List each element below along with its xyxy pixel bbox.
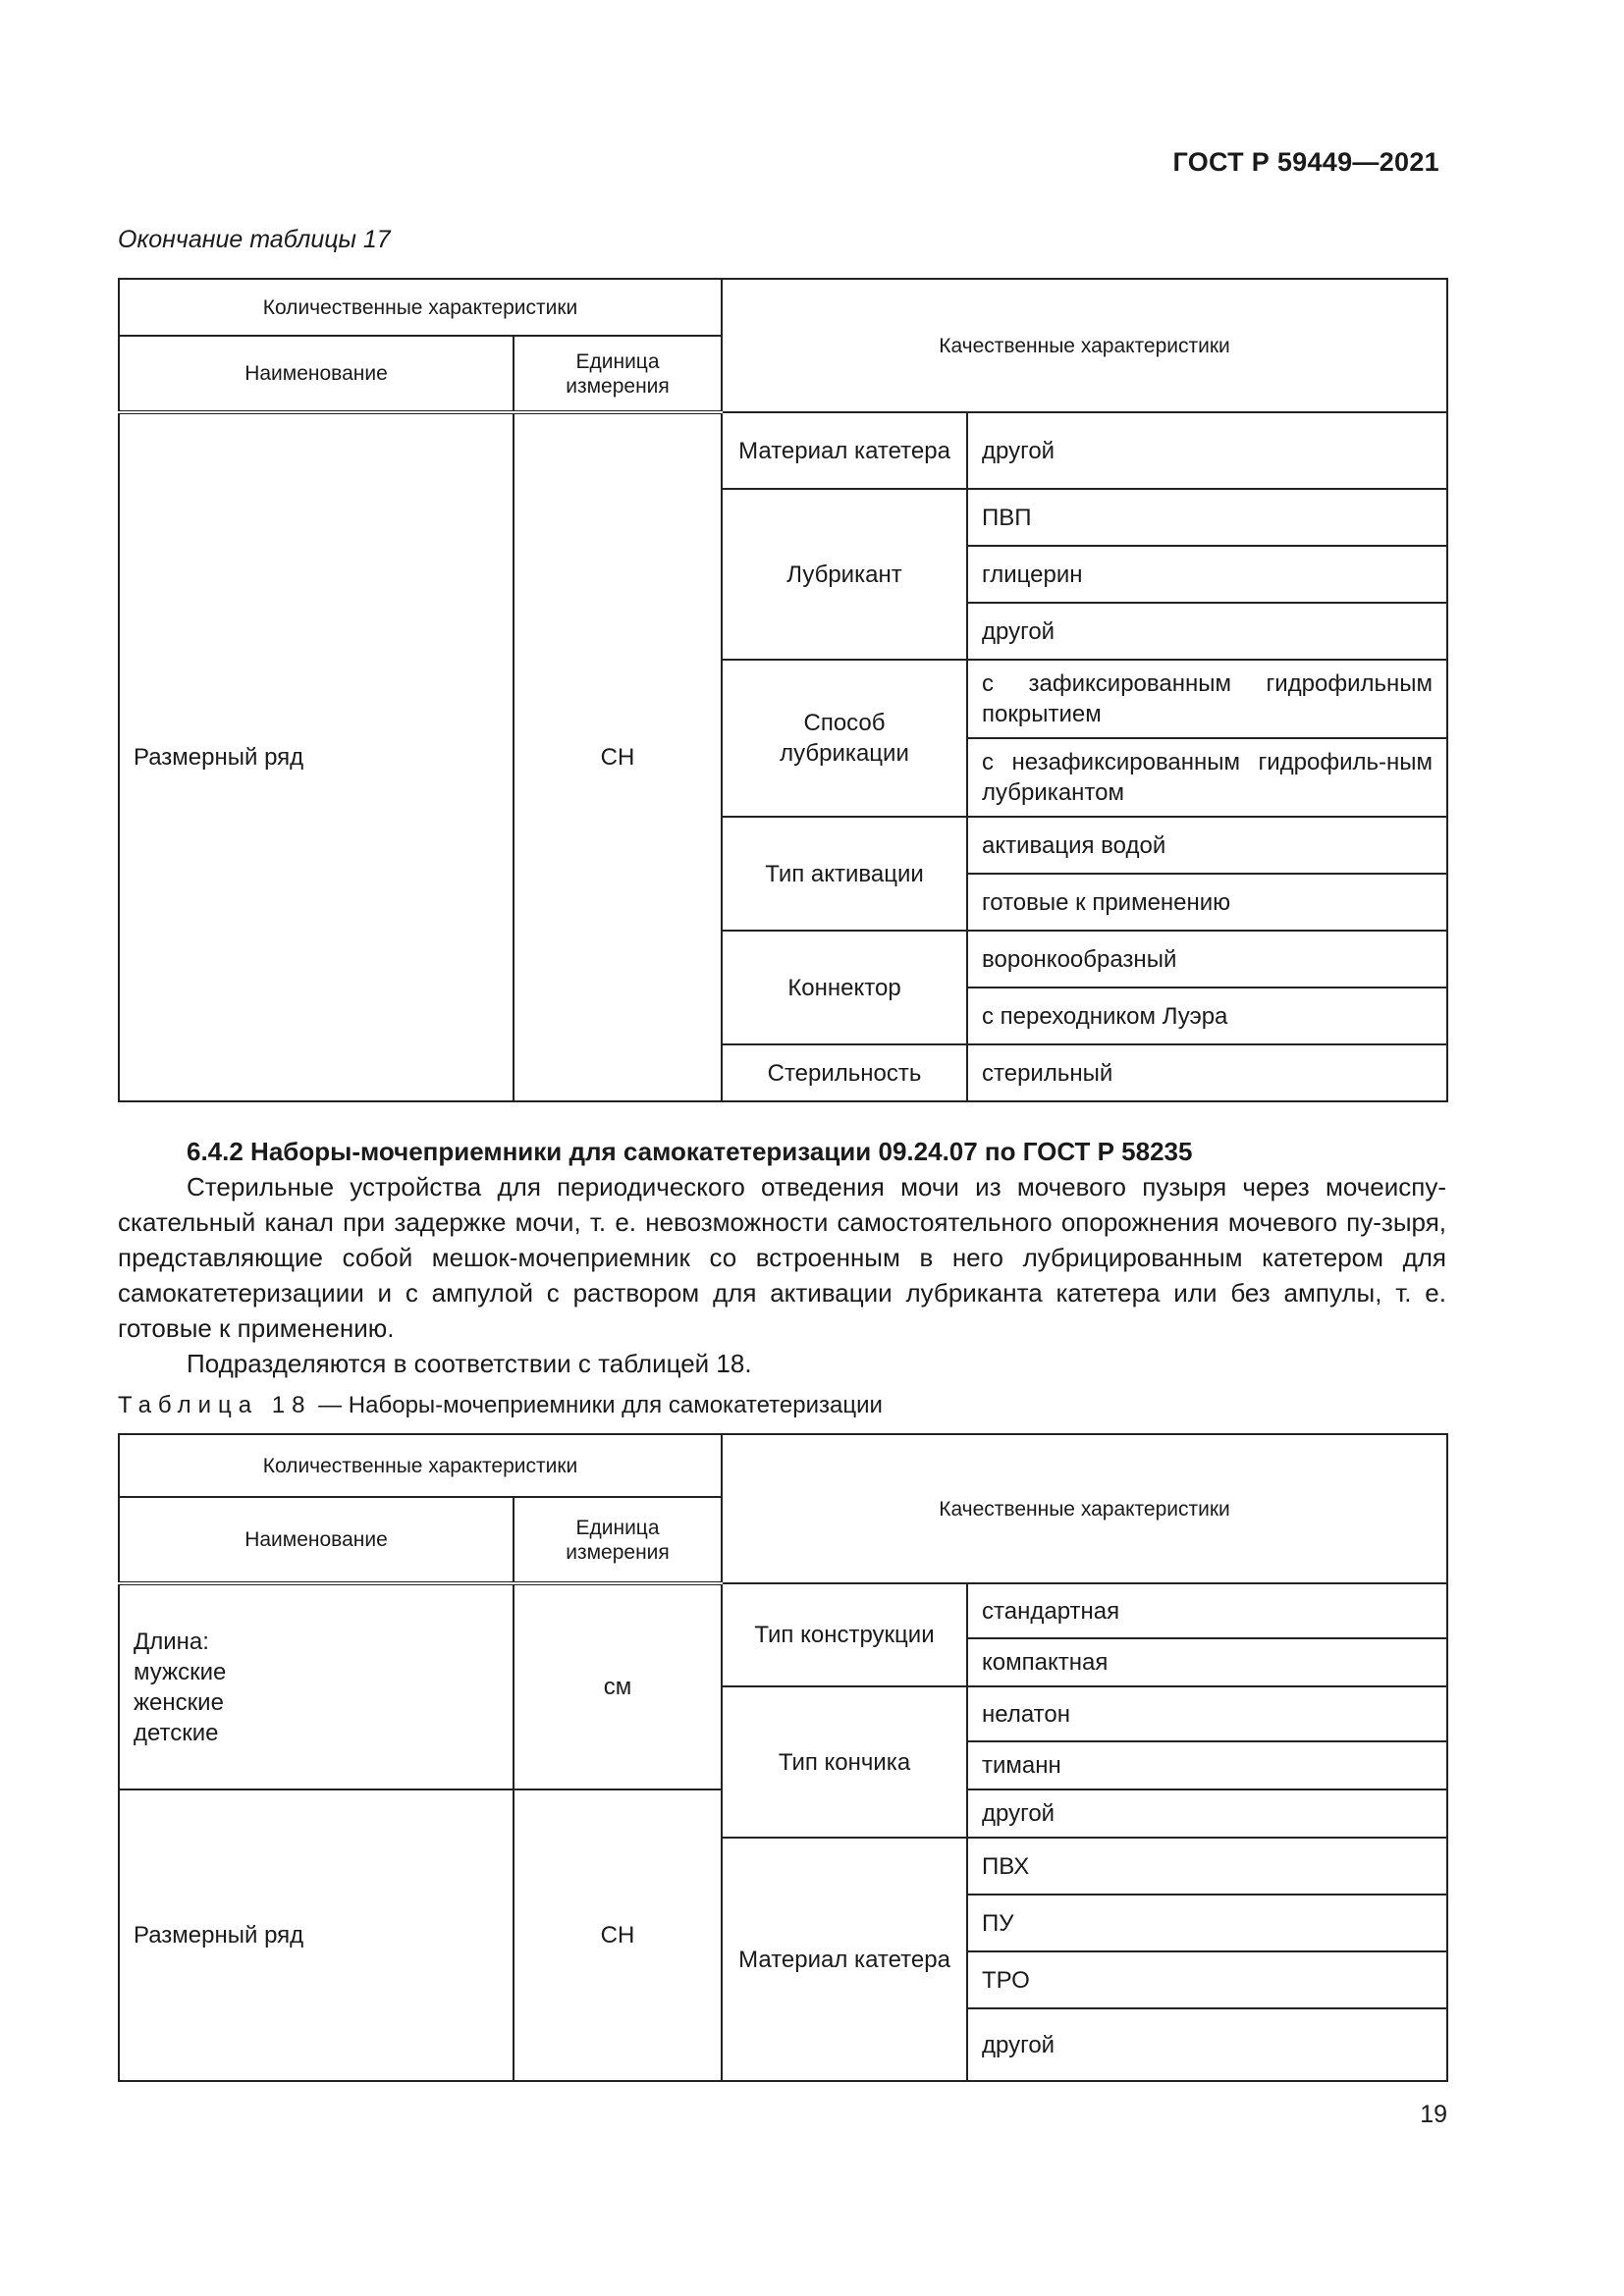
group-value: другой [967, 1789, 1447, 1838]
group-value: другой [967, 412, 1447, 489]
group-label: Коннектор [722, 931, 967, 1044]
document-id: ГОСТ Р 59449—2021 [1172, 147, 1439, 177]
group-value: стерильный [967, 1044, 1447, 1101]
header-unit: Единица измерения [514, 336, 722, 412]
group-value: нелатон [967, 1686, 1447, 1741]
group-value: стандартная [967, 1583, 1447, 1638]
row-name-line: детские [134, 1719, 219, 1746]
section-title: 6.4.2 Наборы-мочеприемники для самокатетеризации 09.24.07 по ГОСТ Р 58235 [187, 1137, 1193, 1166]
group-value: готовые к применению [967, 874, 1447, 931]
group-value: с переходником Луэра [967, 988, 1447, 1044]
group-label: Стерильность [722, 1044, 967, 1101]
group-value: компактная [967, 1638, 1447, 1686]
row-name-line: женские [134, 1688, 224, 1716]
table-17-caption: Окончание таблицы 17 [118, 226, 391, 253]
header-name: Наименование [119, 336, 514, 412]
row-name: Размерный ряд [119, 1789, 514, 2081]
group-value: тиманн [967, 1741, 1447, 1789]
group-value: ТРО [967, 1951, 1447, 2008]
section-paragraph: Стерильные устройства для периодического отведения мочи из мочевого пузыря через мочеиспу-скательный канал при задержке мочи, т. е. невозможности самостоятельного опорожнения мочевого пу-зыря, представляющие собой мешок-мочеприемник со встроенным в него лубрицированным катетером для самокатетеризациии и с ампулой с раствором для активации лубриканта катетера или без ампулы, т. е. готовые к применению. [118, 1172, 1446, 1343]
group-value: с незафиксированным гидрофиль-ным лубрикантом [967, 738, 1447, 817]
group-value: ПУ [967, 1895, 1447, 1951]
group-label: Материал катетера [722, 412, 967, 489]
row-name-line: мужские [134, 1658, 227, 1685]
group-value: воронкообразный [967, 931, 1447, 988]
row-name-line: Длина: [134, 1628, 209, 1655]
section-6-4-2 [118, 1134, 1446, 1381]
group-value: ПВХ [967, 1838, 1447, 1895]
group-value: ПВП [967, 489, 1447, 546]
group-value: с зафиксированным гидрофильным покрытием [967, 660, 1447, 738]
table-18 [118, 1433, 1448, 2082]
header-qualitative: Качественные характеристики [722, 1434, 1447, 1583]
table-18-caption-text: — Наборы-мочеприемники для самокатетеризации [318, 1392, 883, 1418]
header-quantitative: Количественные характеристики [119, 1434, 722, 1497]
group-label: Тип конструкции [722, 1583, 967, 1686]
table-18-caption-prefix: Таблица 18 [118, 1392, 312, 1418]
header-qualitative: Качественные характеристики [722, 279, 1447, 412]
table-17 [118, 278, 1448, 1102]
group-value: другой [967, 2008, 1447, 2081]
group-label: Тип активации [722, 817, 967, 931]
group-label: Лубрикант [722, 489, 967, 660]
section-paragraph: Подразделяются в соответствии с таблицей 18. [187, 1349, 752, 1378]
page-number: 19 [1420, 2101, 1447, 2128]
row-name: Размерный ряд [119, 412, 514, 1101]
header-name: Наименование [119, 1497, 514, 1583]
group-value: активация водой [967, 817, 1447, 874]
row-unit: см [514, 1583, 722, 1789]
group-label: Тип кончика [722, 1686, 967, 1838]
table-18-caption [118, 1392, 883, 1419]
group-value: глицерин [967, 546, 1447, 603]
group-label: Материал катетера [722, 1838, 967, 2081]
row-unit: СН [514, 412, 722, 1101]
header-unit: Единица измерения [514, 1497, 722, 1583]
group-value: другой [967, 603, 1447, 660]
row-name [119, 1583, 514, 1789]
header-quantitative: Количественные характеристики [119, 279, 722, 336]
group-label: Способ лубрикации [722, 660, 967, 817]
row-unit: СН [514, 1789, 722, 2081]
